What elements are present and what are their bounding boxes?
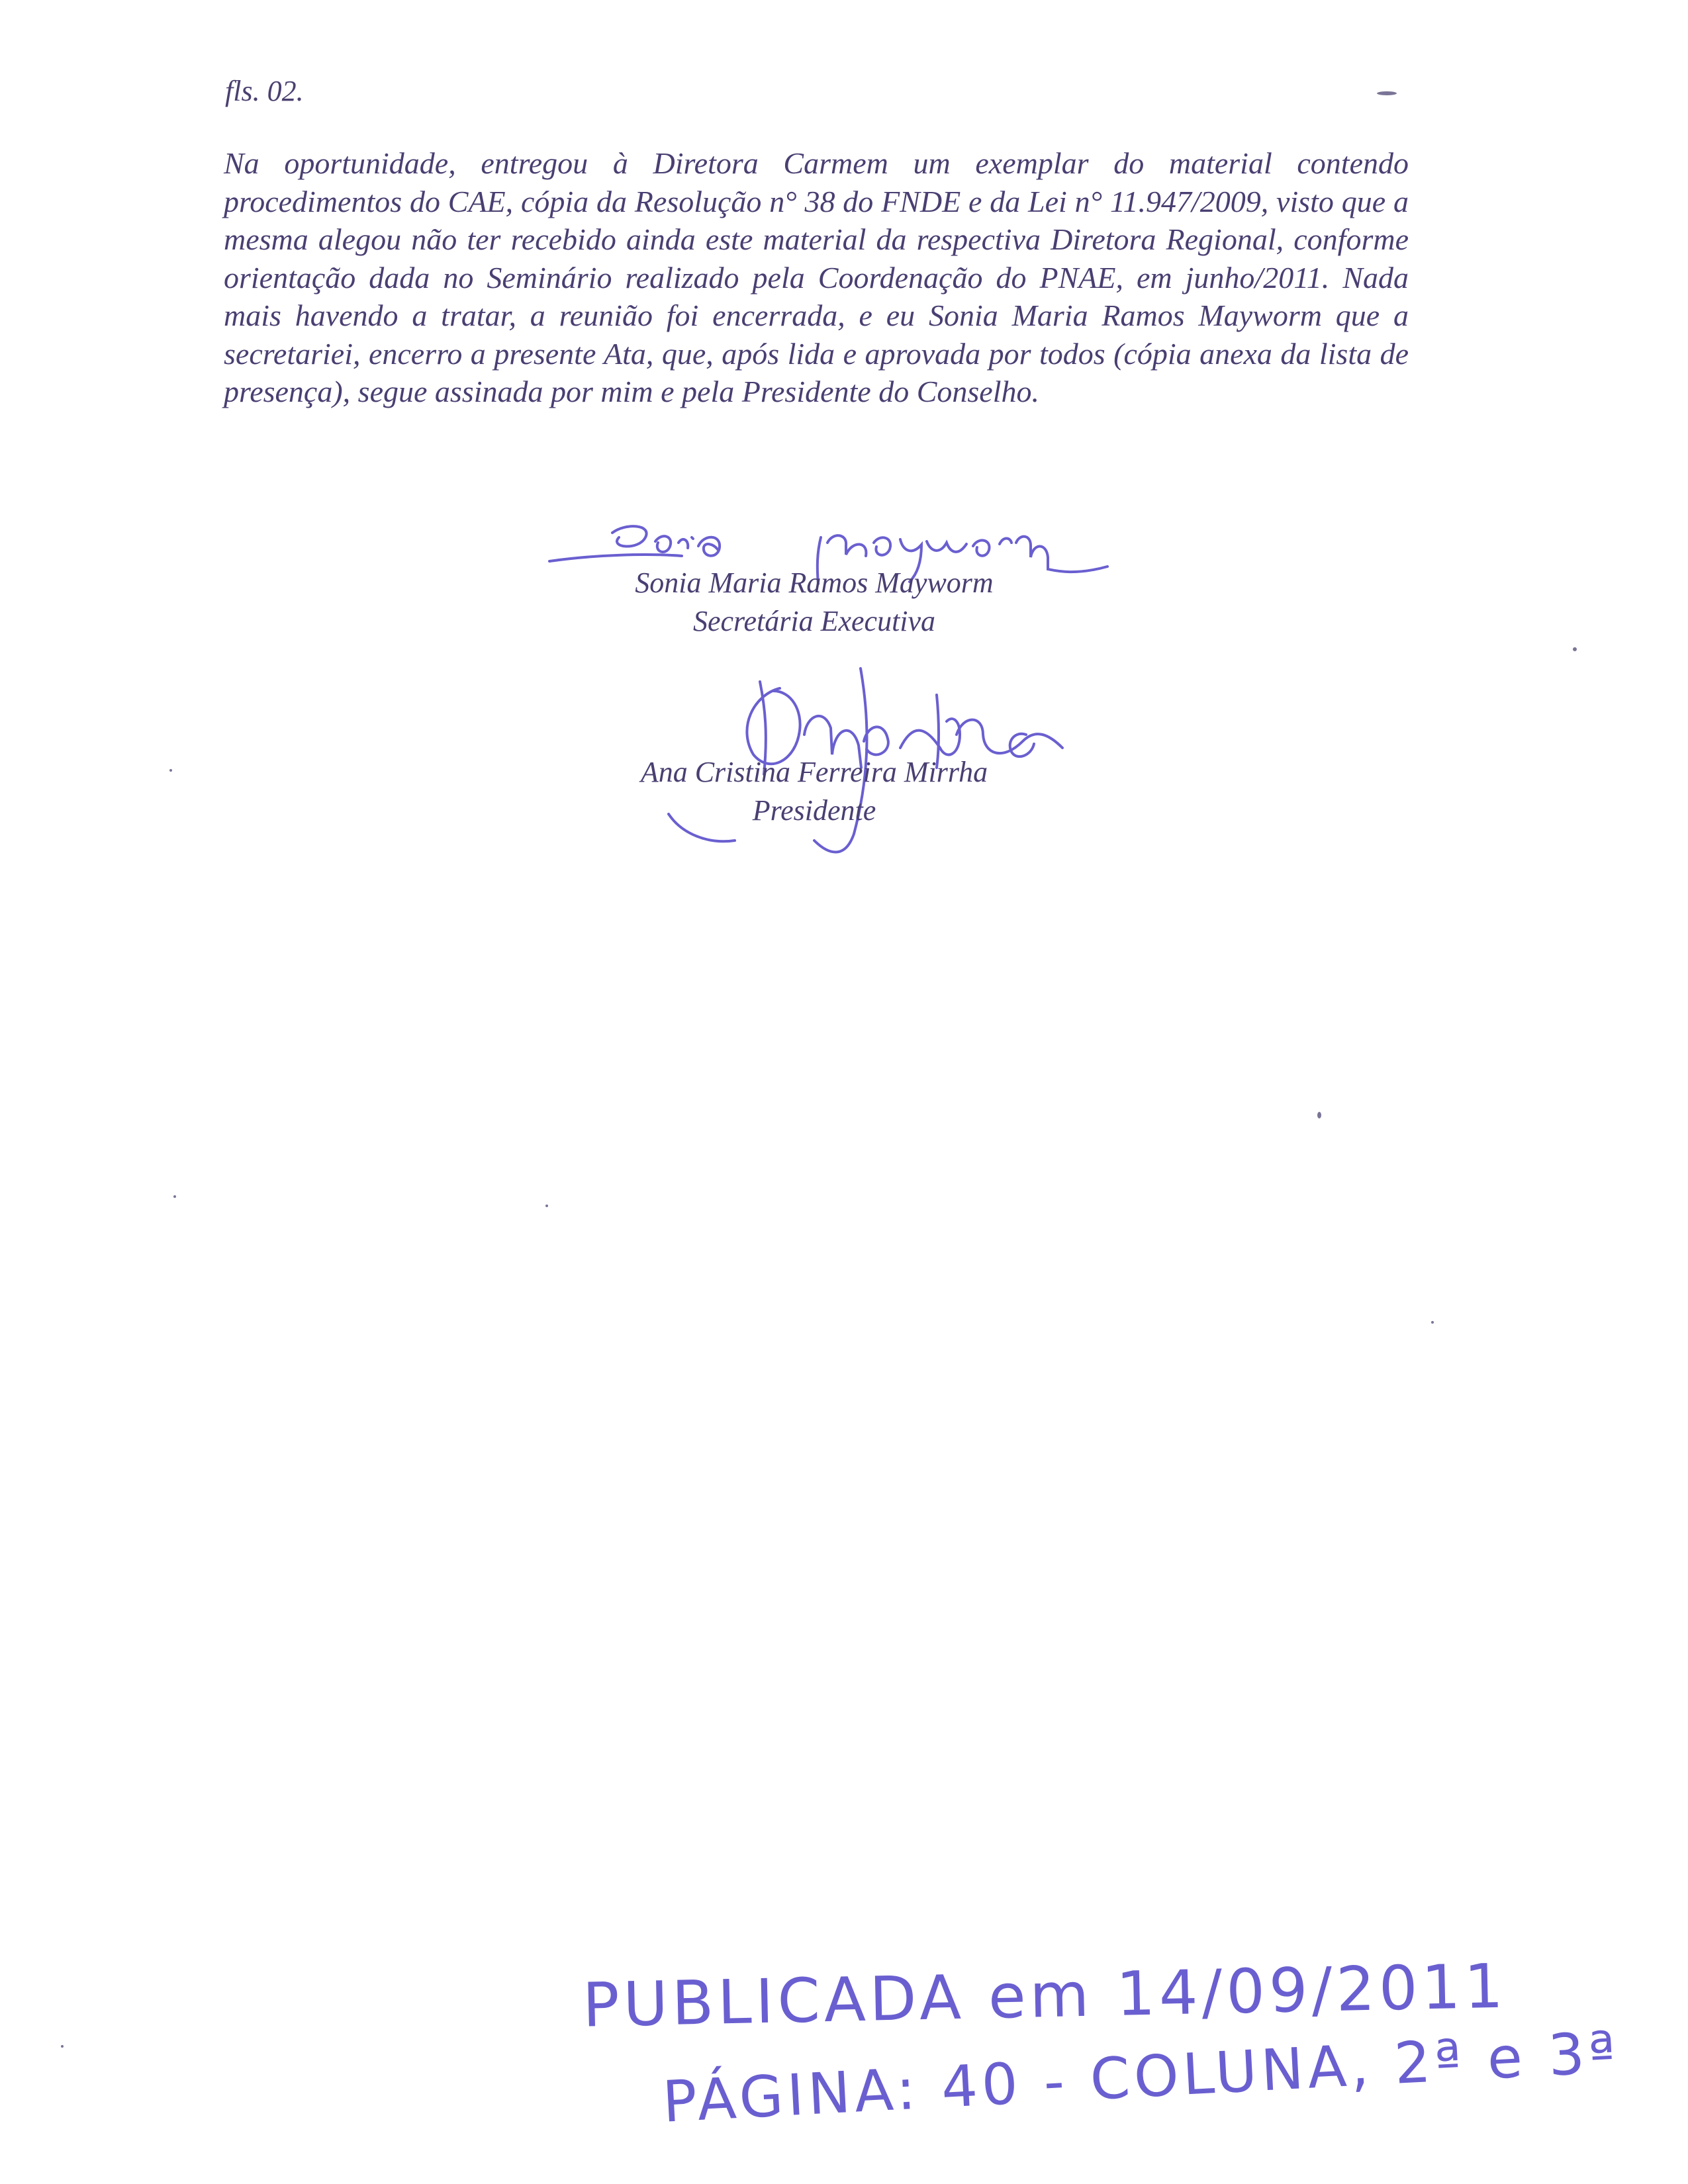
scan-speck xyxy=(1573,647,1577,651)
signatory-role: Presidente xyxy=(752,794,876,827)
signatory-name: Sonia Maria Ramos Mayworm xyxy=(635,567,994,599)
signatory-role: Secretária Executiva xyxy=(692,605,936,637)
signatory-name: Ana Cristina Ferreira Mirrha xyxy=(640,756,988,788)
page-folio: fls. 02. xyxy=(225,75,304,107)
minutes-paragraph: Na oportunidade, entregou à Diretora Carmem um exemplar do material contendo procedimentos do CAE, cópia da Resolução n° 38 do FNDE e da Lei n° 11.947/2009, visto que a mesma alegou não ter recebido ainda este material da respectiva Diretora Regional, conforme orientação dada no Seminário realizado pela Coordenação do PNAE, em junho/2011. Nada mais havendo a tratar, a reunião foi encerrada, e eu Sonia Maria Ramos Mayworm que a secretariei, encerro a presente Ata, que, após lida e aprovada por todos (cópia anexa da lista de presença), segue assinada por mim e pela Presidente do Conselho. xyxy=(224,146,1409,408)
signature-block-secretary xyxy=(583,564,1046,641)
handwritten-publication-note: PUBLICADA em 14/09/2011 xyxy=(582,1950,1508,2041)
scan-speck xyxy=(173,1195,176,1198)
scan-speck xyxy=(1431,1321,1434,1324)
handwritten-page-note: PÁGINA: 40 - COLUNA, 2ª e 3ª xyxy=(661,2019,1621,2136)
scan-speck xyxy=(1317,1112,1321,1118)
scan-speck xyxy=(61,2045,64,2048)
scan-speck xyxy=(169,769,172,772)
scan-speck xyxy=(545,1205,548,1207)
scan-speck xyxy=(1377,91,1397,95)
signature-block-president xyxy=(583,753,1046,830)
